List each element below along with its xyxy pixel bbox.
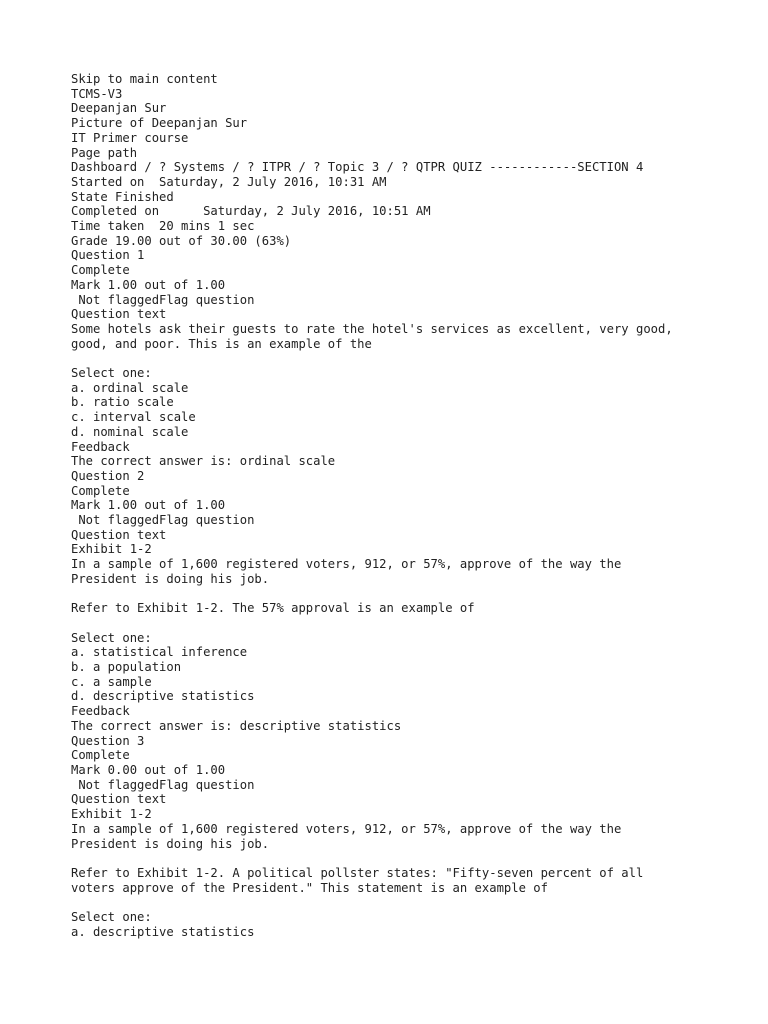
question-2-option-c[interactable]: c. a sample (71, 674, 152, 689)
question-1-status: Complete (71, 263, 130, 278)
grade: Grade 19.00 out of 30.00 (63%) (71, 233, 292, 248)
question-1-option-a[interactable]: a. ordinal scale (71, 380, 189, 395)
completed-on: Completed on Saturday, 2 July 2016, 10:51 AM (71, 204, 431, 219)
question-2-select-one: Select one: (71, 630, 152, 645)
question-2-feedback: The correct answer is: descriptive statistics (71, 718, 402, 733)
question-1-feedback: The correct answer is: ordinal scale (71, 454, 336, 469)
question-2-prompt: Refer to Exhibit 1-2. The 57% approval is an example of (71, 601, 475, 616)
spacer (71, 587, 751, 602)
spacer (71, 351, 751, 366)
question-3-status: Complete (71, 748, 130, 763)
question-1-feedback-label: Feedback (71, 439, 130, 454)
question-2-mark: Mark 1.00 out of 1.00 (71, 498, 226, 513)
question-1-option-b[interactable]: b. ratio scale (71, 395, 174, 410)
skip-to-main-link[interactable]: Skip to main content (71, 72, 218, 86)
question-1-text-label: Question text (71, 307, 167, 322)
question-3-exhibit-line-1: In a sample of 1,600 registered voters, 912, or 57%, approve of the way the (71, 821, 622, 836)
question-2-text-label: Question text (71, 527, 167, 542)
question-2-exhibit-line-1: In a sample of 1,600 registered voters, 912, or 57%, approve of the way the (71, 557, 622, 572)
question-1-option-c[interactable]: c. interval scale (71, 410, 196, 425)
user-name[interactable]: Deepanjan Sur (71, 101, 167, 116)
question-1-select-one: Select one: (71, 366, 152, 381)
question-2-option-d[interactable]: d. descriptive statistics (71, 689, 255, 704)
spacer (71, 616, 751, 631)
question-3-flag-button[interactable]: Not flaggedFlag question (71, 777, 255, 792)
spacer (71, 851, 751, 866)
spacer (71, 895, 751, 910)
page-path-label: Page path (71, 145, 138, 160)
quiz-review-page (71, 72, 751, 939)
question-3-mark: Mark 0.00 out of 1.00 (71, 763, 226, 777)
time-taken: Time taken 20 mins 1 sec (71, 219, 255, 234)
question-3-exhibit-title: Exhibit 1-2 (71, 807, 152, 822)
question-1-number: Question 1 (71, 248, 145, 263)
question-3-select-one: Select one: (71, 910, 152, 924)
question-1-mark: Mark 1.00 out of 1.00 (71, 277, 226, 292)
question-2-feedback-label: Feedback (71, 704, 130, 719)
started-on: Started on Saturday, 2 July 2016, 10:31 AM (71, 174, 387, 189)
course-name-link[interactable]: IT Primer course (71, 130, 189, 145)
question-3-prompt-line-1: Refer to Exhibit 1-2. A political pollster states: "Fifty-seven percent of all (71, 865, 644, 880)
question-2-flag-button[interactable]: Not flaggedFlag question (71, 513, 255, 528)
question-2-exhibit-line-2: President is doing his job. (71, 571, 270, 586)
question-2-option-a[interactable]: a. statistical inference (71, 645, 248, 660)
question-2-option-b[interactable]: b. a population (71, 660, 182, 675)
question-1-flag-button[interactable]: Not flaggedFlag question (71, 292, 255, 307)
question-3-option-a[interactable]: a. descriptive statistics (71, 924, 255, 939)
question-1-option-d[interactable]: d. nominal scale (71, 424, 189, 439)
question-3-number: Question 3 (71, 733, 145, 748)
question-1-text-line-2: good, and poor. This is an example of the (71, 336, 372, 351)
quiz-state: State Finished (71, 189, 174, 204)
site-name-link[interactable]: TCMS-V3 (71, 86, 123, 101)
question-2-exhibit-title: Exhibit 1-2 (71, 542, 152, 557)
question-2-status: Complete (71, 483, 130, 498)
question-3-exhibit-line-2: President is doing his job. (71, 836, 270, 851)
breadcrumb[interactable]: Dashboard / ? Systems / ? ITPR / ? Topic 3 / ? QTPR QUIZ ------------SECTION 4 (71, 160, 644, 175)
question-3-text-label: Question text (71, 792, 167, 807)
user-picture: Picture of Deepanjan Sur (71, 116, 248, 131)
question-3-prompt-line-2: voters approve of the President." This statement is an example of (71, 880, 548, 895)
question-1-text-line-1: Some hotels ask their guests to rate the hotel's services as excellent, very good, (71, 321, 673, 336)
question-2-number: Question 2 (71, 468, 145, 483)
